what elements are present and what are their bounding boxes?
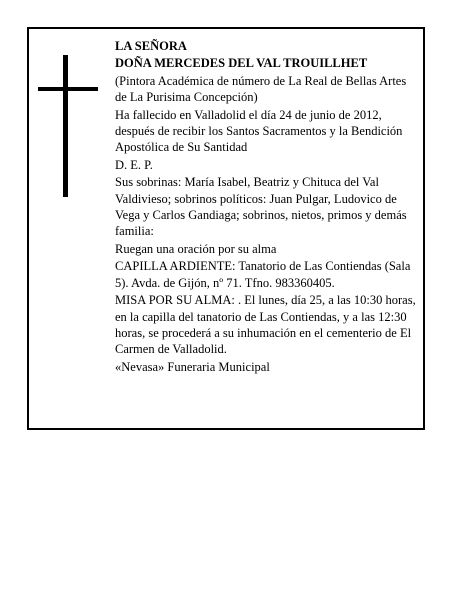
cross-vertical-bar: [63, 55, 68, 197]
title-line-1: LA SEÑORA: [115, 39, 187, 53]
chapel-info: CAPILLA ARDIENTE: Tanatorio de Las Contiendas (Sala 5). Avda. de Gijón, nº 71. Tfno. 983360405.: [115, 259, 411, 290]
passing-statement: Ha fallecido en Valladolid el día 24 de junio de 2012, después de recibir los Santos Sacramentos y la Bendición Apostólica de Su Santidad: [115, 107, 403, 155]
deceased-name: DOÑA MERCEDES DEL VAL TROUILLHET: [115, 56, 368, 71]
mass-info: MISA POR SU ALMA: . El lunes, día 25, a las 10:30 horas, en la capilla del tanatorio de Las Contiendas, y a las 12:30 horas, se procederá a su inhumación en el cementerio de El Carmen de Valladolid.: [115, 293, 416, 357]
cross-horizontal-bar: [38, 87, 98, 91]
latin-cross-icon: [38, 55, 98, 197]
funeral-home: «Nevasa» Funeraria Municipal: [115, 359, 270, 374]
rip-line: D. E. P.: [115, 157, 153, 172]
family-list: Sus sobrinas: María Isabel, Beatriz y Chituca del Val Valdivieso; sobrinos políticos: Juan Pulgar, Ludovico de Vega y Carlos Gandiaga; sobrinos, nietos, primos y demás familia:: [115, 175, 407, 239]
deceased-description: (Pintora Académica de número de La Real de Bellas Artes de La Purisima Concepción): [115, 73, 407, 105]
obituary-text: [115, 38, 417, 376]
prayer-request: Ruegan una oración por su alma: [115, 241, 277, 256]
